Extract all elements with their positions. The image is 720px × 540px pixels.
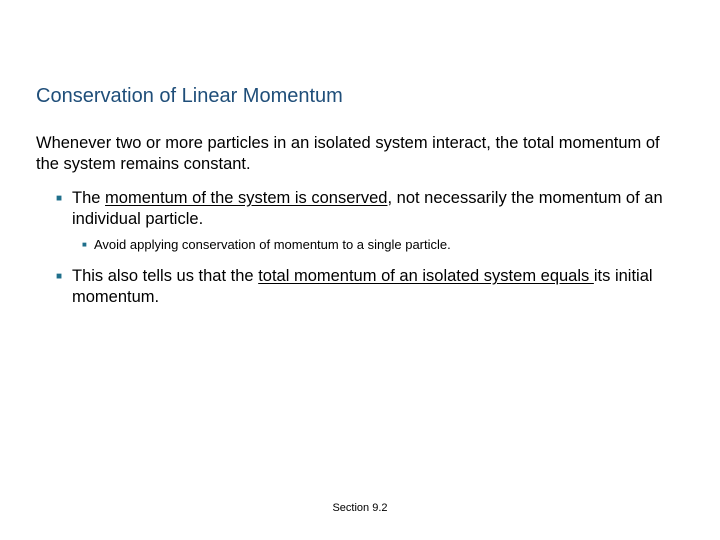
slide-footer: Section 9.2 bbox=[332, 502, 388, 514]
sub-bullet-item bbox=[82, 236, 684, 253]
square-bullet-icon: ■ bbox=[56, 193, 63, 204]
bullet-suffix: its initial momentum. bbox=[72, 267, 653, 306]
bullet-item-momentum-conserved bbox=[56, 188, 692, 230]
square-bullet-icon: ■ bbox=[56, 271, 63, 282]
sub-bullet-text: Avoid applying conservation of momentum to a single particle. bbox=[94, 237, 451, 252]
bullet-prefix: The bbox=[72, 189, 106, 207]
bullet-suffix: , not necessarily the momentum of an individual particle. bbox=[72, 189, 663, 228]
bullet-emphasis: total momentum of an isolated system equals bbox=[258, 267, 594, 285]
square-bullet-icon: ■ bbox=[82, 240, 87, 249]
intro-paragraph: Whenever two or more particles in an isolated system interact, the total momentum of the system remains constant. bbox=[36, 134, 660, 173]
bullet-item-total-momentum bbox=[56, 266, 692, 308]
slide-title: Conservation of Linear Momentum bbox=[36, 85, 343, 107]
bullet-emphasis: momentum of the system is conserved bbox=[105, 189, 388, 207]
bullet-prefix: This also tells us that the bbox=[72, 267, 259, 285]
